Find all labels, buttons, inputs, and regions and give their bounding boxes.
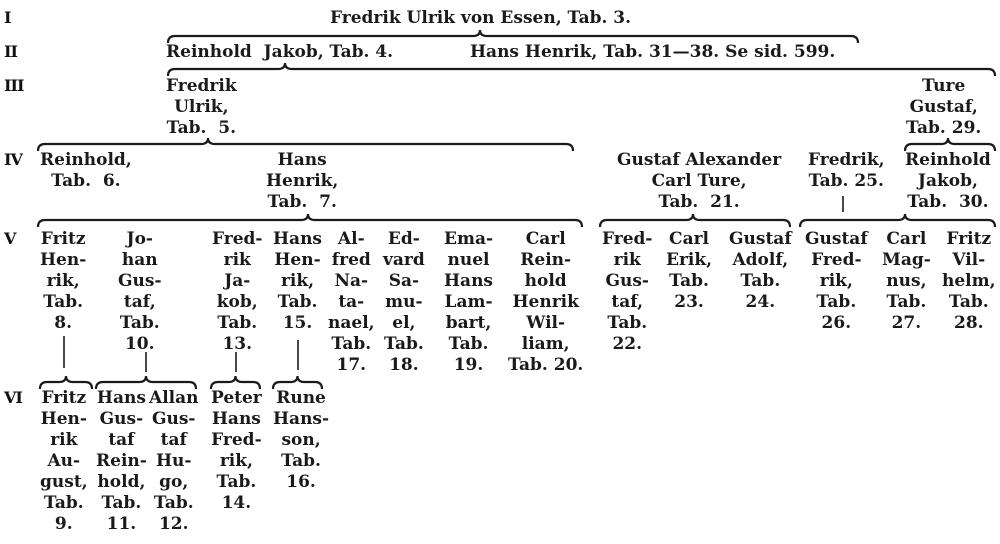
entry-fredrik-ulrik-von-essen: Fredrik Ulrik von Essen, Tab. 3.	[330, 8, 632, 28]
entry-fredrik-tab-25: Fredrik, Tab. 25.	[808, 150, 885, 191]
entry-reinhold-tab-6: Reinhold, Tab. 6.	[40, 150, 132, 191]
entry-hans-henrik-tab-31-38: Hans Henrik, Tab. 31—38. Se sid. 599.	[470, 42, 836, 62]
entry-ture-gustaf-tab-29: Ture Gustaf, Tab. 29.	[906, 76, 982, 138]
entry-fritz-henrik-august-tab-9: Fritz Hen- rik Au- gust, Tab. 9.	[40, 388, 88, 534]
entry-carl-erik-tab-23: Carl Erik, Tab. 23.	[666, 229, 713, 312]
entry-rune-hansson-tab-16: Rune Hans- son, Tab. 16.	[273, 388, 330, 492]
brace-gen-III	[168, 63, 995, 76]
entry-hans-henrik-tab-15: Hans Hen- rik, Tab. 15.	[273, 229, 323, 333]
generation-label-I: I	[4, 8, 11, 27]
entry-reinhold-jakob-tab-30: Reinhold Jakob, Tab. 30.	[905, 150, 991, 212]
brace-gen-V-mid	[600, 214, 790, 227]
entry-alfred-natanael-tab-17: Al- fred Na- ta- nael, Tab. 17.	[328, 229, 375, 375]
entry-gustaf-fredrik-tab-26: Gustaf Fred- rik, Tab. 26.	[805, 229, 868, 333]
entry-emanuel-hans-lambart-tab-19: Ema- nuel Hans Lam- bart, Tab. 19.	[444, 229, 494, 375]
entry-carl-magnus-tab-27: Carl Mag- nus, Tab. 27.	[882, 229, 931, 333]
entry-hans-henrik-tab-7: Hans Henrik, Tab. 7.	[266, 150, 339, 212]
generation-label-II: II	[4, 42, 17, 61]
entry-fredrik-gustaf-tab-22: Fred- rik Gus- taf, Tab. 22.	[602, 229, 653, 354]
generation-label-III: III	[4, 76, 24, 95]
entry-hans-gustaf-reinhold-tab-11: Hans Gus- taf Rein- hold, Tab. 11.	[96, 388, 147, 534]
generation-label-VI: VI	[4, 388, 22, 407]
brace-gen-V-left	[38, 214, 582, 227]
entry-carl-reinhold-henrik-william-tab-20: Carl Rein- hold Henrik Wil- liam, Tab. 20.	[508, 229, 584, 375]
entry-peter-hans-fredrik-tab-14: Peter Hans Fred- rik, Tab. 14.	[211, 388, 262, 513]
entry-allan-gustaf-hugo-tab-12: Allan Gus- taf Hu- go, Tab. 12.	[149, 388, 199, 534]
generation-label-IV: IV	[4, 150, 22, 169]
entry-reinhold-jakob-tab-4: Reinhold Jakob, Tab. 4.	[166, 42, 394, 62]
entry-fritz-henrik-tab-8: Fritz Hen- rik, Tab. 8.	[40, 229, 87, 333]
entry-gustaf-adolf-tab-24: Gustaf Adolf, Tab. 24.	[729, 229, 792, 312]
entry-gustaf-alexander-carl-ture-tab-21: Gustaf Alexander Carl Ture, Tab. 21.	[617, 150, 782, 212]
entry-fredrik-ulrik-tab-5: Fredrik Ulrik, Tab. 5.	[166, 76, 237, 138]
brace-gen-V-right	[800, 214, 995, 227]
entry-fritz-vilhelm-tab-28: Fritz Vil- helm, Tab. 28.	[942, 229, 996, 333]
generation-label-V: V	[4, 229, 16, 248]
entry-johan-gustaf-tab-10: Jo- han Gus- taf, Tab. 10.	[118, 229, 162, 354]
entry-fredrik-jakob-tab-13: Fred- rik Ja- kob, Tab. 13.	[212, 229, 263, 354]
entry-edvard-samuel-tab-18: Ed- vard Sa- mu- el, Tab. 18.	[383, 229, 425, 375]
